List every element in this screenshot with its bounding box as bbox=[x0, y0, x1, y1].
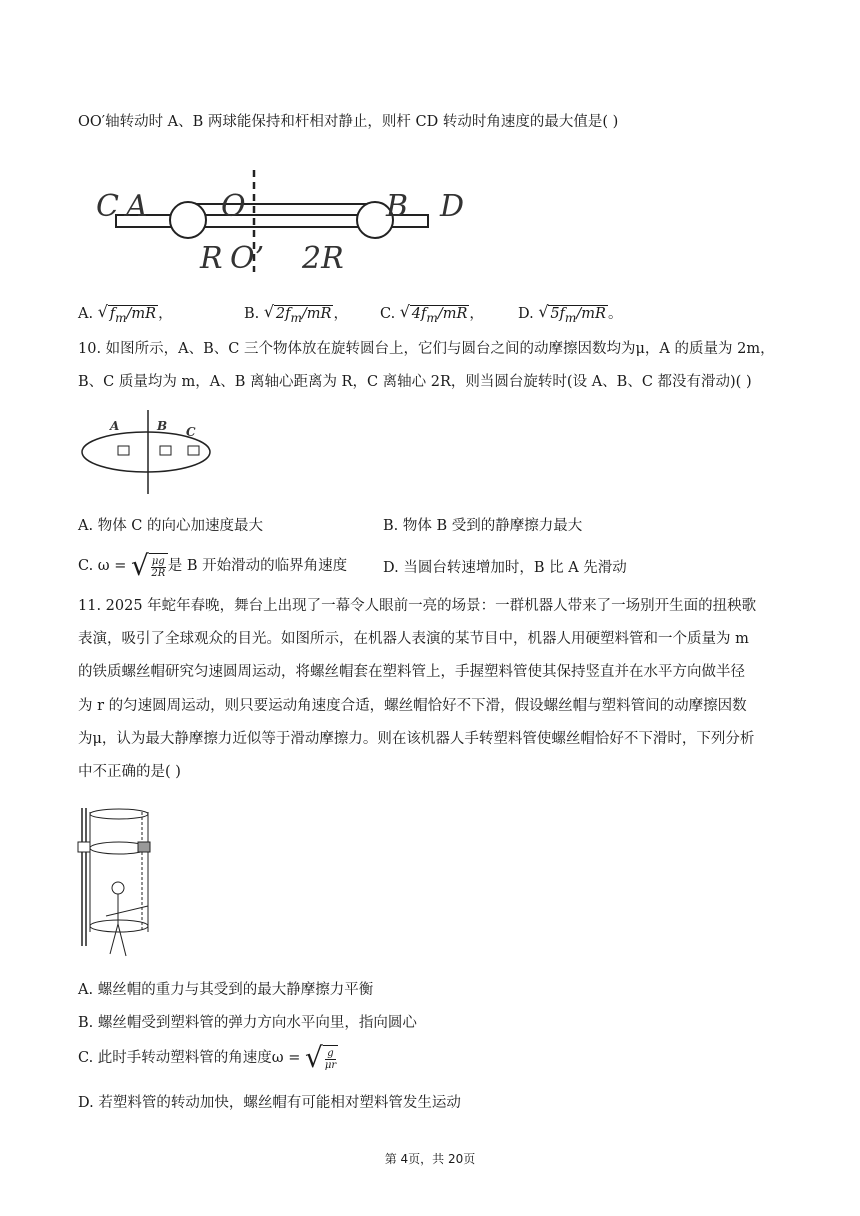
q10-option-d: D. 当圆台转速增加时，B 比 A 先滑动 bbox=[383, 560, 627, 576]
nut-right bbox=[138, 842, 150, 852]
block-c bbox=[188, 446, 199, 455]
nut-left bbox=[78, 842, 90, 852]
q11-line-2: 表演，吸引了全球观众的目光。如图所示，在机器人表演的某节目中，机器人用硬塑料管和一个质量为 m bbox=[78, 631, 749, 647]
q9-option-a: A. √ $f_m/mR$ ， bbox=[78, 304, 173, 328]
q10-option-a: A. 物体 C 的向心加速度最大 bbox=[78, 518, 264, 534]
q10-line-2: B、C 质量均为 m，A、B 离轴心距离为 R，C 离轴心 2R，则当圆台旋转时(设 A、B、C 都没有滑动)( ) bbox=[78, 374, 752, 390]
robot-tube-figure bbox=[76, 806, 162, 964]
ball-a bbox=[170, 202, 206, 238]
q11-line-6: 中不正确的是( ) bbox=[78, 764, 181, 780]
label-o-prime: O’ bbox=[230, 241, 265, 276]
q11-line-4: 为 r 的匀速圆周运动，则只要运动角速度合适，螺丝帽恰好不下滑，假设螺丝帽与塑料管间的动摩擦因数 bbox=[78, 698, 747, 714]
label-d: D bbox=[440, 189, 465, 224]
q11-option-d: D. 若塑料管的转动加快，螺丝帽有可能相对塑料管发生运动 bbox=[78, 1095, 461, 1111]
turntable-figure bbox=[78, 408, 218, 496]
q9-option-d: D. √ $5f_m/mR$ 。 bbox=[518, 304, 622, 328]
label-o: O bbox=[221, 189, 246, 224]
block-a bbox=[118, 446, 129, 455]
label-a: A bbox=[126, 189, 148, 224]
q11-line-5: 为μ，认为最大静摩擦力近似等于滑动摩擦力。则在该机器人手转塑料管使螺丝帽恰好不下滑时，下列分析 bbox=[78, 731, 755, 747]
q10-option-b: B. 物体 B 受到的静摩擦力最大 bbox=[383, 518, 583, 534]
label-2r: 2R bbox=[302, 241, 344, 276]
label-c: C bbox=[96, 189, 119, 224]
q9-text: OO′轴转动时 A、B 两球能保持和杆相对静止，则杆 CD 转动时角速度的最大值是( ) bbox=[78, 114, 619, 130]
page-footer: 第 4页，共 20页 bbox=[384, 1152, 476, 1166]
q11-line-3: 的铁质螺丝帽研究匀速圆周运动，将螺丝帽套在塑料管上，手握塑料管使其保持竖直并在水平方向做半径 bbox=[78, 664, 745, 680]
q9-option-b: B. √ $2f_m/mR$ ， bbox=[244, 304, 348, 328]
block-b bbox=[160, 446, 171, 455]
turntable-label-b: B bbox=[157, 419, 168, 433]
turntable-label-a: A bbox=[110, 419, 120, 433]
q11-line-1: 11. 2025 年蛇年春晚，舞台上出现了一幕令人眼前一亮的场景：一群机器人带来了一场别开生面的扭秧歌 bbox=[78, 598, 757, 614]
q11-option-c: C. 此时手转动塑料管的角速度ω = √ $\frac{g}{\mu r}$ bbox=[78, 1041, 337, 1074]
q10-line-1: 10. 如图所示，A、B、C 三个物体放在旋转圆台上，它们与圆台之间的动摩擦因数均为μ，A 的质量为 2m， bbox=[78, 341, 775, 357]
q11-option-b: B. 螺丝帽受到塑料管的弹力方向水平向里，指向圆心 bbox=[78, 1015, 417, 1031]
q11-option-a: A. 螺丝帽的重力与其受到的最大静摩擦力平衡 bbox=[78, 982, 374, 998]
turntable-label-c: C bbox=[186, 425, 196, 439]
q9-option-c: C. √ $4f_m/mR$ ， bbox=[380, 304, 484, 328]
q10-option-c: C. ω = √ $\frac{\mu g}{2R}$ 是 B 开始滑动的临界角速度 bbox=[78, 549, 348, 582]
label-r: R bbox=[200, 241, 223, 276]
rod-figure bbox=[90, 168, 480, 278]
label-b: B bbox=[386, 189, 409, 224]
